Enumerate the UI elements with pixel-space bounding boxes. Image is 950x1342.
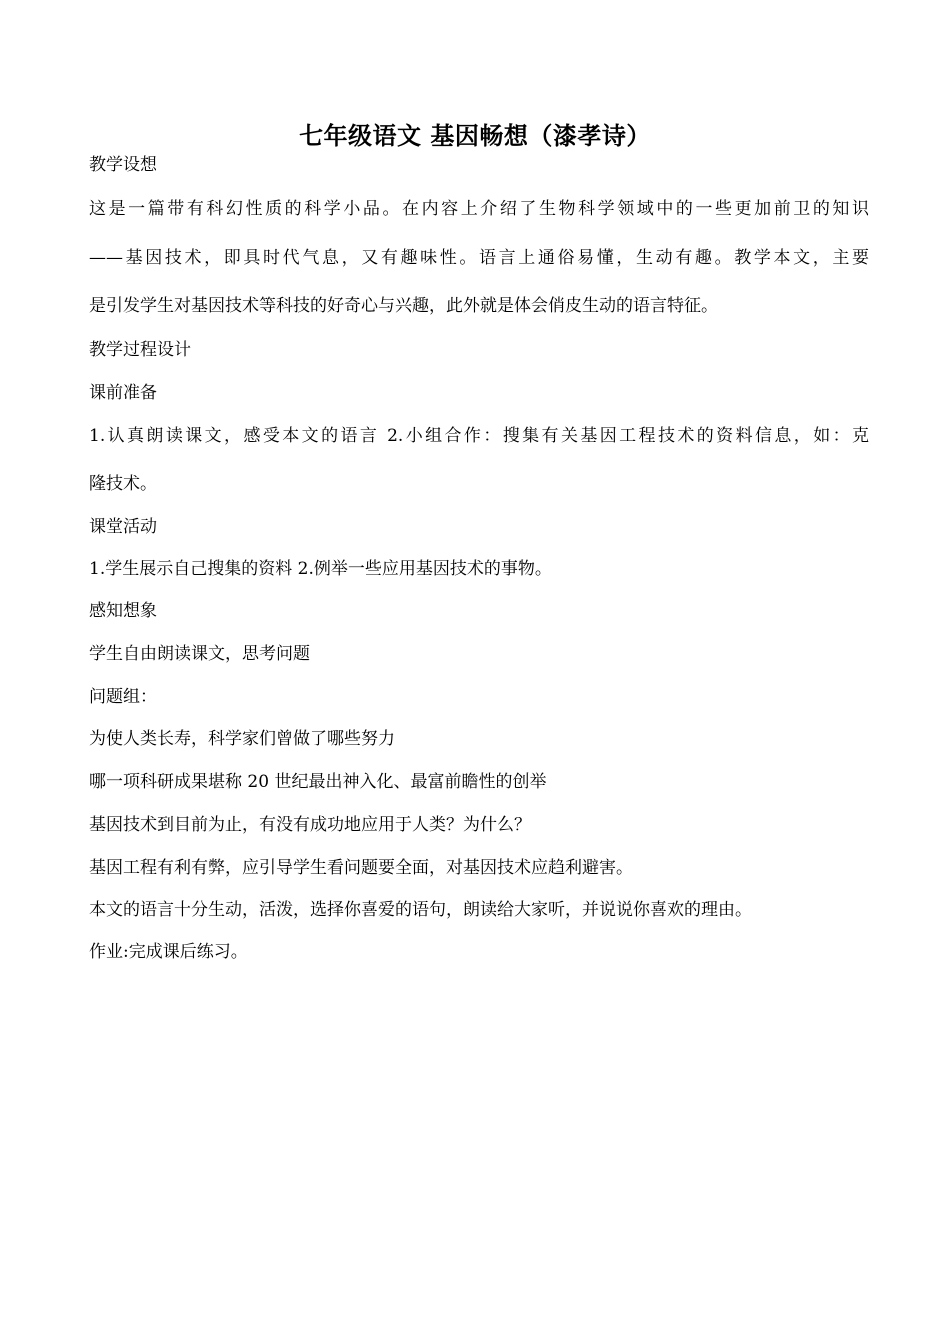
- section-heading-question-group: 问题组：: [89, 687, 157, 707]
- document-title: 七年级语文 基因畅想（漆孝诗）: [299, 121, 651, 150]
- section-heading-process-design: 教学过程设计: [89, 340, 191, 360]
- section-heading-preparation: 课前准备: [89, 383, 157, 403]
- question-item: 基因技术到目前为止，有没有成功地应用于人类？为什么？: [89, 815, 531, 835]
- paragraph-line: 隆技术。: [89, 474, 157, 494]
- paragraph-line: 这是一篇带有科幻性质的科学小品。在内容上介绍了生物科学领域中的一些更加前卫的知识: [89, 199, 869, 219]
- paragraph-line: ——基因技术，即具时代气息，又有趣味性。语言上通俗易懂，生动有趣。教学本文，主要: [89, 248, 869, 268]
- question-item: 为使人类长寿，科学家们曾做了哪些努力: [89, 729, 395, 749]
- paragraph-line: 基因工程有利有弊，应引导学生看问题要全面，对基因技术应趋利避害。: [89, 858, 633, 878]
- paragraph-line: 1.学生展示自己搜集的资料 2.例举一些应用基因技术的事物。: [89, 559, 552, 579]
- paragraph-line: 1.认真朗读课文，感受本文的语言 2.小组合作：搜集有关基因工程技术的资料信息，如：克: [89, 426, 869, 446]
- section-heading-class-activity: 课堂活动: [89, 517, 157, 537]
- paragraph-line: 学生自由朗读课文，思考问题: [89, 644, 310, 664]
- homework-line: 作业:完成课后练习。: [89, 942, 248, 962]
- paragraph-line: 本文的语言十分生动，活泼，选择你喜爱的语句，朗读给大家听，并说说你喜欢的理由。: [89, 900, 752, 920]
- section-heading-perception: 感知想象: [89, 601, 157, 621]
- section-heading-teaching-idea: 教学设想: [89, 155, 157, 175]
- paragraph-line: 是引发学生对基因技术等科技的好奇心与兴趣，此外就是体会俏皮生动的语言特征。: [89, 296, 718, 316]
- question-item: 哪一项科研成果堪称 20 世纪最出神入化、最富前瞻性的创举: [89, 772, 547, 792]
